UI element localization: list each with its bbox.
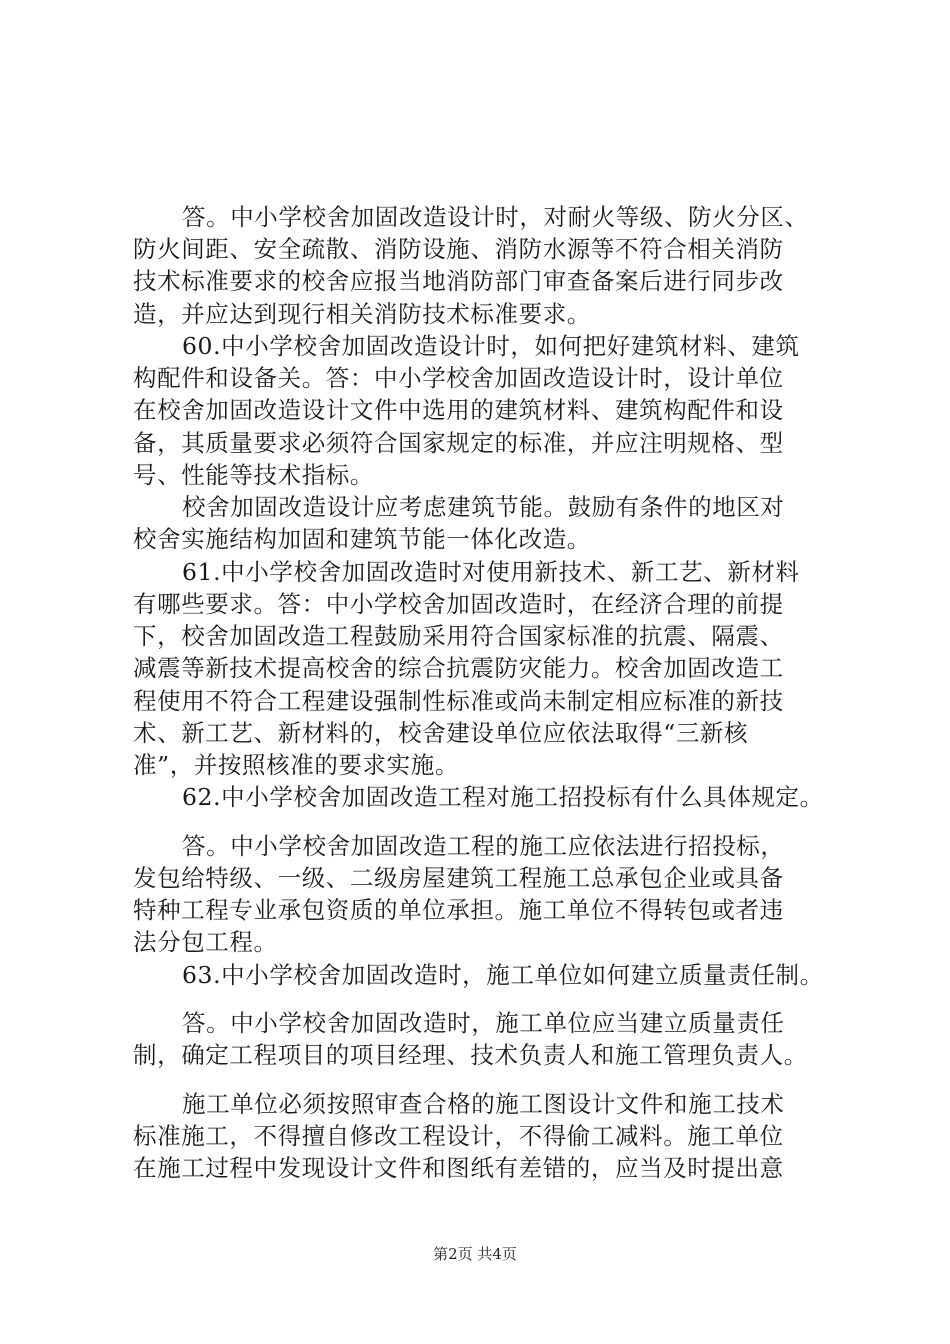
text-line: 答。中小学校舍加固改造工程的施工应依法进行招投标， xyxy=(182,832,785,860)
text-line: 造，并应达到现行相关消防技术标准要求。 xyxy=(133,300,591,328)
text-line: 答。中小学校舍加固改造设计时，对耐火等级、防火分区、 xyxy=(182,203,809,231)
text-line: 技术标准要求的校舍应报当地消防部门审查备案后进行同步改 xyxy=(133,267,784,295)
text-line: 在校舍加固改造设计文件中选用的建筑材料、建筑构配件和设 xyxy=(133,396,784,424)
text-line: 备，其质量要求必须符合国家规定的标准，并应注明规格、型 xyxy=(133,429,784,457)
text-line: 校舍实施结构加固和建筑节能一体化改造。 xyxy=(133,525,591,553)
text-line: 标准施工，不得擅自修改工程设计，不得偷工减料。施工单位 xyxy=(133,1122,784,1150)
text-line: 程使用不符合工程建设强制性标准或尚未制定相应标准的新技 xyxy=(133,687,784,715)
text-line: 号、性能等技术指标。 xyxy=(133,461,374,489)
text-line: 校舍加固改造设计应考虑建筑节能。鼓励有条件的地区对 xyxy=(182,493,785,521)
text-line: 答。中小学校舍加固改造时，施工单位应当建立质量责任 xyxy=(182,1009,785,1037)
text-line: 下，校舍加固改造工程鼓励采用符合国家标准的抗震、隔震、 xyxy=(133,622,784,650)
text-line: 60.中小学校舍加固改造设计时，如何把好建筑材料、建筑 xyxy=(182,332,800,360)
text-line: 63.中小学校舍加固改造时，施工单位如何建立质量责任制。 xyxy=(182,961,824,989)
text-line: 61.中小学校舍加固改造时对使用新技术、新工艺、新材料 xyxy=(182,558,800,586)
text-line: 防火间距、安全疏散、消防设施、消防水源等不符合相关消防 xyxy=(133,235,784,263)
text-line: 术、新工艺、新材料的，校舍建设单位应依法取得“三新核 xyxy=(133,719,749,747)
text-line: 62.中小学校舍加固改造工程对施工招投标有什么具体规定。 xyxy=(182,783,824,811)
text-line: 在施工过程中发现设计文件和图纸有差错的，应当及时提出意 xyxy=(133,1154,784,1182)
text-line: 制，确定工程项目的项目经理、技术负责人和施工管理负责人。 xyxy=(133,1041,808,1069)
text-line: 特种工程专业承包资质的单位承担。施工单位不得转包或者违 xyxy=(133,896,784,924)
text-line: 减震等新技术提高校舍的综合抗震防灾能力。校舍加固改造工 xyxy=(133,654,784,682)
text-line: 构配件和设备关。答：中小学校舍加固改造设计时，设计单位 xyxy=(133,364,784,392)
text-line: 有哪些要求。答：中小学校舍加固改造时，在经济合理的前提 xyxy=(133,590,784,618)
text-line: 准”，并按照核准的要求实施。 xyxy=(133,751,459,779)
text-line: 法分包工程。 xyxy=(133,928,278,956)
page-number-footer: 第2页 共4页 xyxy=(433,1245,517,1263)
text-line: 发包给特级、一级、二级房屋建筑工程施工总承包企业或具备 xyxy=(133,864,784,892)
text-line: 施工单位必须按照审查合格的施工图设计文件和施工技术 xyxy=(182,1090,785,1118)
